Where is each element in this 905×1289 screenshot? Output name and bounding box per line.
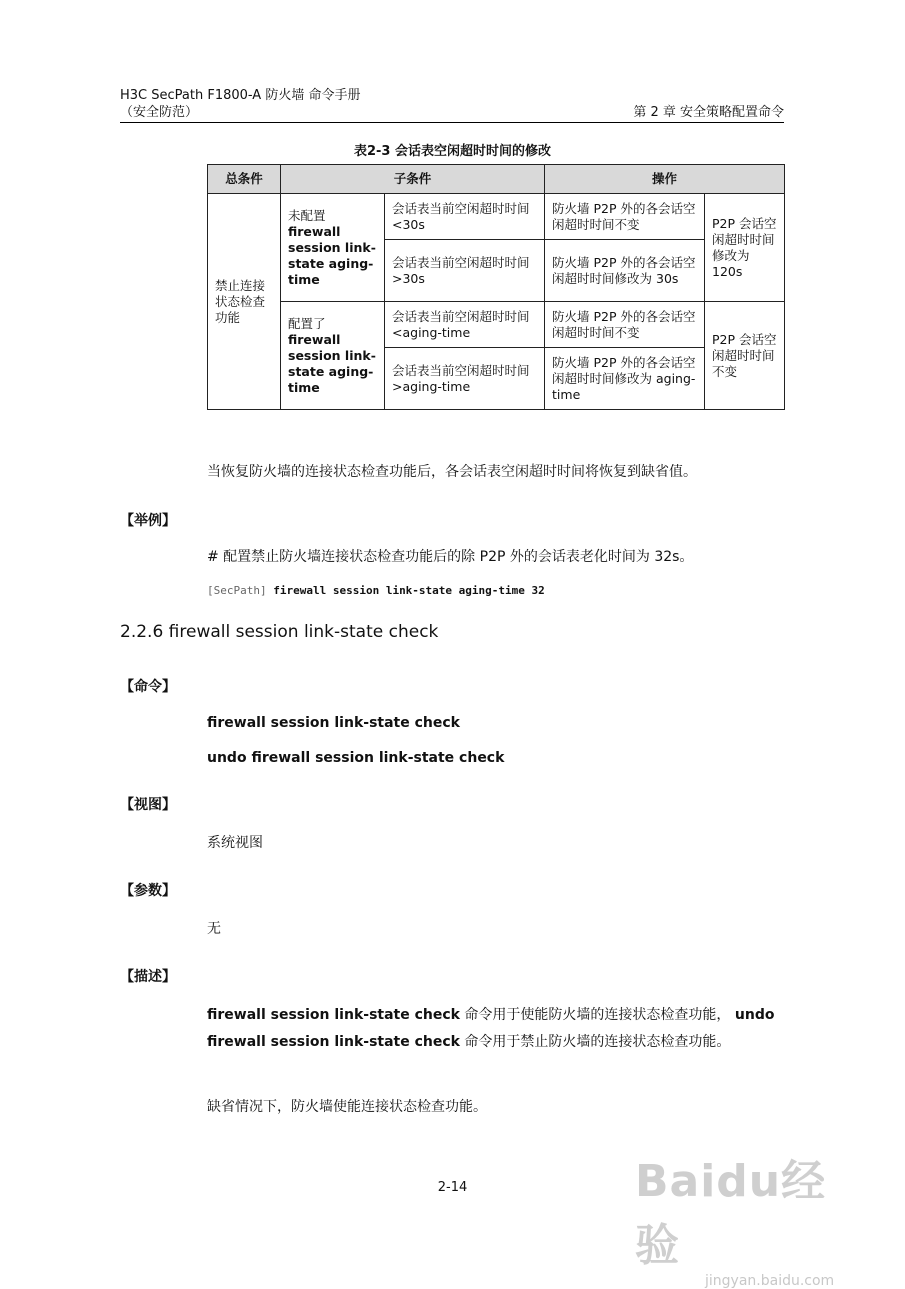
example-code	[207, 584, 545, 597]
code-prompt: [SecPath]	[207, 584, 267, 597]
desc-label: 【描述】	[120, 969, 176, 985]
action-cell: 防火墙 P2P 外的各会话空闲超时时间不变	[545, 302, 705, 348]
sub-condition-keyword: firewall session link-state aging-time	[288, 223, 376, 287]
section-title: 2.2.6 firewall session link-state check	[120, 622, 439, 642]
param-label: 【参数】	[120, 883, 176, 899]
header-total-condition: 总条件	[208, 165, 281, 194]
desc-text-disable: 命令用于禁止防火墙的连接状态检查功能。	[459, 1034, 731, 1050]
table-header-row	[208, 165, 785, 194]
sub-condition-cell	[281, 302, 385, 410]
header-title: H3C SecPath F1800-A 防火墙 命令手册	[120, 88, 361, 103]
command-enable: firewall session link-state check	[207, 715, 460, 731]
p2p-action-cell: P2P 会话空闲超时时间修改为 120s	[705, 194, 785, 302]
desc-keyword-disable: undo firewall session link-state check	[207, 1007, 775, 1050]
restore-note: 当恢复防火墙的连接状态检查功能后，各会话表空闲超时时间将恢复到缺省值。	[207, 464, 697, 480]
desc-keyword-enable: firewall session link-state check	[207, 1007, 460, 1023]
table-row	[208, 302, 785, 348]
example-comment: # 配置禁止防火墙连接状态检查功能后的除 P2P 外的会话表老化时间为 32s。	[207, 549, 694, 565]
code-command: firewall session link-state aging-time 32	[273, 584, 545, 597]
header-subtitle: （安全防范）	[120, 105, 199, 120]
sub-condition-prefix: 未配置	[288, 207, 326, 223]
watermark-url: jingyan.baidu.com	[705, 1273, 835, 1289]
total-condition-cell: 禁止连接状态检查功能	[208, 194, 281, 410]
desc-text-enable: 命令用于使能防火墙的连接状态检查功能，	[459, 1007, 731, 1023]
sub-condition-prefix: 配置了	[288, 315, 326, 331]
default-note: 缺省情况下，防火墙使能连接状态检查功能。	[207, 1099, 487, 1115]
table-row	[208, 194, 785, 240]
header-chapter: 第 2 章 安全策略配置命令	[633, 105, 784, 120]
view-label: 【视图】	[120, 797, 176, 813]
action-cell: 防火墙 P2P 外的各会话空闲超时时间修改为 aging-time	[545, 348, 705, 410]
header-rule	[120, 122, 784, 123]
action-cell: 防火墙 P2P 外的各会话空闲超时时间不变	[545, 194, 705, 240]
view-value: 系统视图	[207, 835, 263, 851]
condition-cell: 会话表当前空闲超时时间>30s	[385, 240, 545, 302]
example-label: 【举例】	[120, 513, 176, 529]
baidu-watermark	[635, 1145, 865, 1289]
header-sub-condition: 子条件	[281, 165, 545, 194]
sub-condition-cell	[281, 194, 385, 302]
command-label: 【命令】	[120, 679, 176, 695]
table-caption: 表2-3 会话表空闲超时时间的修改	[353, 144, 551, 159]
description	[207, 1002, 785, 1056]
header-operation: 操作	[545, 165, 785, 194]
condition-cell: 会话表当前空闲超时时间>aging-time	[385, 348, 545, 410]
action-cell: 防火墙 P2P 外的各会话空闲超时时间修改为 30s	[545, 240, 705, 302]
condition-cell: 会话表当前空闲超时时间<aging-time	[385, 302, 545, 348]
sub-condition-keyword: firewall session link-state aging-time	[288, 331, 376, 395]
param-value: 无	[207, 921, 221, 937]
page-number: 2-14	[437, 1180, 468, 1195]
watermark-logo: Baidu经验	[635, 1156, 827, 1271]
condition-cell: 会话表当前空闲超时时间<30s	[385, 194, 545, 240]
timeout-table	[207, 164, 785, 410]
command-disable: undo firewall session link-state check	[207, 750, 505, 766]
p2p-action-cell: P2P 会话空闲超时时间不变	[705, 302, 785, 410]
